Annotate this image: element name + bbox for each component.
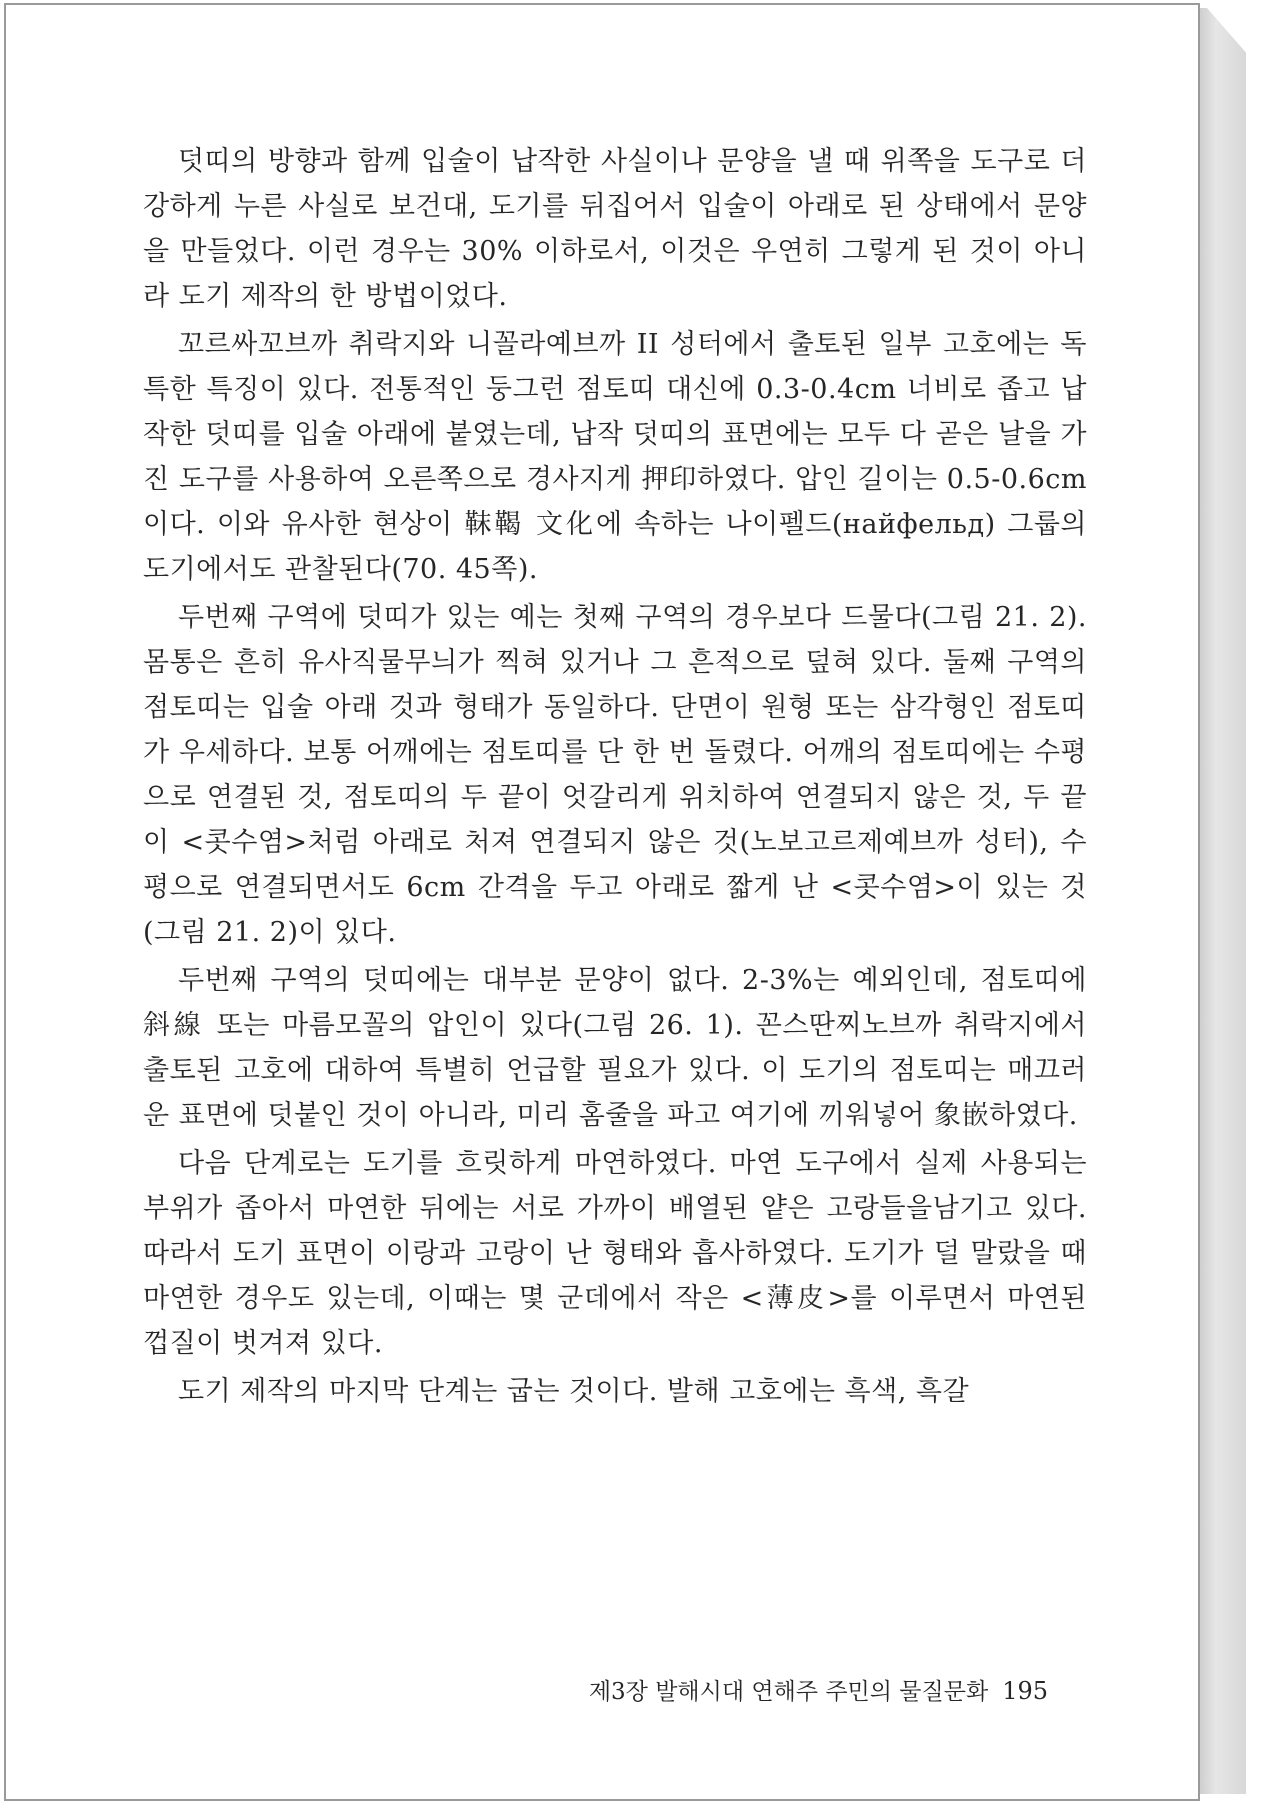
paragraph-1: 덧띠의 방향과 함께 입술이 납작한 사실이나 문양을 낼 때 위쪽을 도구로 더 강하게 누른 사실로 보건대, 도기를 뒤집어서 입술이 아래로 된 상태에서 문양을 만들었다. 이런 경우는 30% 이하로서, 이것은 우연히 그렇게 된 것이 아니라 도기 제작의 한 방법이었다.	[143, 146, 1087, 312]
page-number: 195	[1002, 1677, 1048, 1705]
paragraph-2: 꼬르싸꼬브까 취락지와 니꼴라예브까 II 성터에서 출토된 일부 고호에는 독특한 특징이 있다. 전통적인 둥그런 점토띠 대신에 0.3-0.4cm 너비로 좁고 납작한 덧띠를 입술 아래에 붙였는데, 납작 덧띠의 표면에는 모두 다 곧은 날을 가진 도구를 사용하여 오른쪽으로 경사지게 押印하였다. 압인 길이는 0.5-0.6cm이다. 이와 유사한 현상이 靺鞨 文化에 속하는 나이펠드(найфельд) 그룹의 도기에서도 관찰된다(70. 45쪽).	[143, 329, 1087, 585]
running-head: 제3장 발해시대 연해주 주민의 물질문화	[588, 1679, 989, 1705]
paragraph-3: 두번째 구역에 덧띠가 있는 예는 첫째 구역의 경우보다 드물다(그림 21. 2). 몸통은 흔히 유사직물무늬가 찍혀 있거나 그 흔적으로 덮혀 있다. 둘째 구역의 점토띠는 입술 아래 것과 형태가 동일하다. 단면이 원형 또는 삼각형인 점토띠가 우세하다. 보통 어깨에는 점토띠를 단 한 번 돌렸다. 어깨의 점토띠에는 수평으로 연결된 것, 점토띠의 두 끝이 엇갈리게 위치하여 연결되지 않은 것, 두 끝이 <콧수염>처럼 아래로 처져 연결되지 않은 것(노보고르제예브까 성터), 수평으로 연결되면서도 6cm 간격을 두고 아래로 짧게 난 <콧수염>이 있는 것(그림 21. 2)이 있다.	[143, 602, 1087, 948]
paragraph-6: 도기 제작의 마지막 단계는 굽는 것이다. 발해 고호에는 흑색, 흑갈	[178, 1376, 970, 1407]
page-edge-shadow	[1196, 8, 1246, 1794]
page-footer	[589, 1673, 1048, 1706]
book-page	[4, 3, 1200, 1801]
body-text	[143, 139, 1087, 1414]
paragraph-4: 두번째 구역의 덧띠에는 대부분 문양이 없다. 2-3%는 예외인데, 점토띠에 斜線 또는 마름모꼴의 압인이 있다(그림 26. 1). 꼰스딴찌노브까 취락지에서 출토된 고호에 대하여 특별히 언급할 필요가 있다. 이 도기의 점토띠는 매끄러운 표면에 덧붙인 것이 아니라, 미리 홈줄을 파고 여기에 끼워넣어 象嵌하였다.	[143, 965, 1087, 1131]
paragraph-5: 다음 단계로는 도기를 흐릿하게 마연하였다. 마연 도구에서 실제 사용되는 부위가 좁아서 마연한 뒤에는 서로 가까이 배열된 얕은 고랑들을남기고 있다. 따라서 도기 표면이 이랑과 고랑이 난 형태와 흡사하였다. 도기가 덜 말랐을 때 마연한 경우도 있는데, 이때는 몇 군데에서 작은 <薄皮>를 이루면서 마연된 껍질이 벗겨져 있다.	[143, 1148, 1087, 1359]
